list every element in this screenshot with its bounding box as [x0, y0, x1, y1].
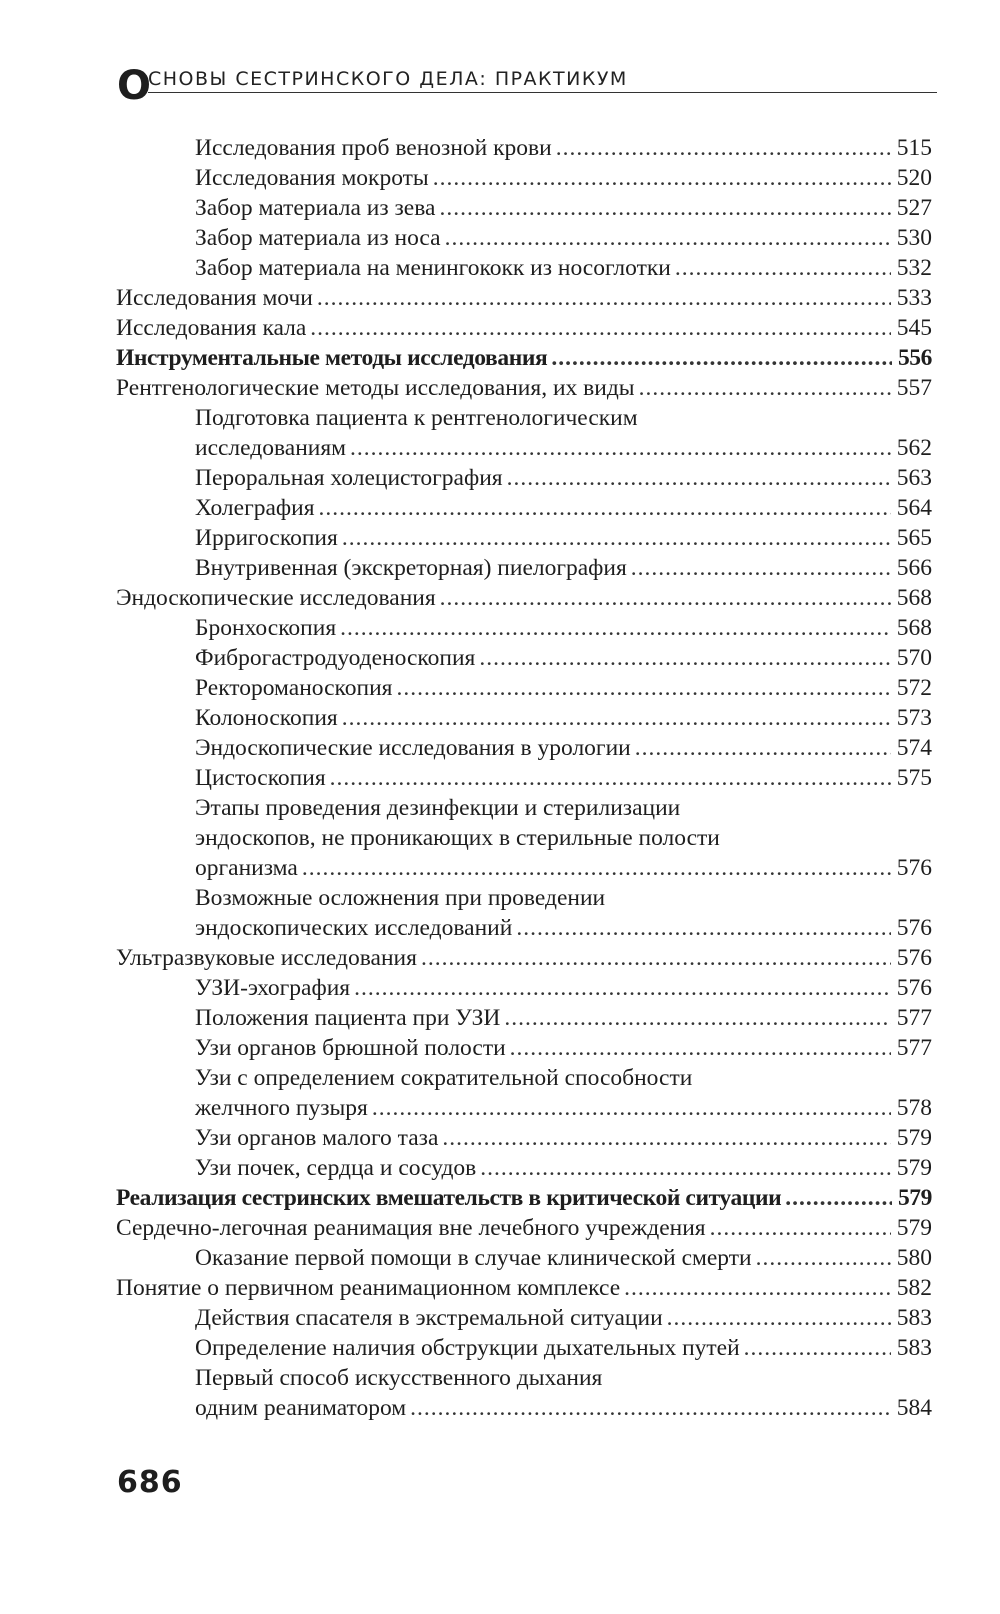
toc-page-number: 545 — [896, 315, 932, 341]
toc-entry — [116, 733, 932, 763]
dot-leader — [479, 643, 890, 673]
toc-entry-title: Исследования кала — [116, 315, 307, 341]
toc-page-number: 520 — [896, 165, 932, 191]
toc-entry — [116, 583, 932, 613]
toc-page-number: 568 — [896, 615, 932, 641]
toc-page-number: 576 — [896, 945, 932, 971]
toc-entry — [116, 463, 932, 493]
dot-leader — [516, 913, 890, 943]
header-initial: О — [117, 63, 152, 109]
toc-entry — [116, 1093, 932, 1123]
dot-leader — [342, 523, 891, 553]
toc-page-number: 564 — [896, 495, 932, 521]
toc-page-number: 532 — [896, 255, 932, 281]
dot-leader — [439, 193, 890, 223]
toc-page-number: 570 — [896, 645, 932, 671]
page-number: 686 — [117, 1465, 183, 1500]
toc-page-number: 583 — [896, 1335, 932, 1361]
dot-leader — [480, 1153, 890, 1183]
toc-entry-title: Узи органов малого таза — [195, 1125, 439, 1151]
toc-entry-title: исследованиям — [195, 435, 347, 461]
toc-entry-title: Положения пациента при УЗИ — [195, 1005, 501, 1031]
toc-entry-title: Забор материала из носа — [195, 225, 441, 251]
toc-entry — [116, 673, 932, 703]
toc-entry — [116, 763, 932, 793]
dot-leader — [756, 1243, 891, 1273]
toc-page-number: 556 — [897, 345, 932, 371]
toc-page-number: 515 — [896, 135, 932, 161]
toc-entry — [116, 1333, 932, 1363]
toc-entry — [116, 1153, 932, 1183]
toc-entry-title: Действия спасателя в экстремальной ситуации — [195, 1305, 663, 1331]
toc-entry — [116, 493, 932, 523]
toc-entry-title: Фиброгастродуоденоскопия — [195, 645, 476, 671]
toc-entry — [116, 133, 932, 163]
toc-entry — [116, 973, 932, 1003]
dot-leader — [302, 853, 891, 883]
dot-leader — [744, 1333, 891, 1363]
toc-entry-title: Холеграфия — [195, 495, 315, 521]
toc-entry — [116, 523, 932, 553]
toc-entry — [116, 643, 932, 673]
toc-entry — [116, 613, 932, 643]
toc-entry — [116, 1243, 932, 1273]
toc-entry-title: одним реаниматором — [195, 1395, 407, 1421]
dot-leader — [504, 1003, 890, 1033]
dot-leader — [710, 1213, 891, 1243]
dot-leader — [675, 253, 891, 283]
toc-entry-title-line: Этапы проведения дезинфекции и стерилизации — [195, 795, 681, 821]
toc-entry — [116, 1213, 932, 1243]
toc-page-number: 577 — [896, 1005, 932, 1031]
toc-entry — [116, 373, 932, 403]
toc-entry-title-line: эндоскопов, не проникающих в стерильные полости — [195, 825, 720, 851]
dot-leader — [631, 553, 891, 583]
dot-leader — [510, 1033, 891, 1063]
dot-leader — [556, 133, 891, 163]
toc-entry-title: Реализация сестринских вмешательств в критической ситуации — [116, 1185, 782, 1211]
toc-entry — [116, 703, 932, 733]
dot-leader — [310, 313, 890, 343]
dot-leader — [354, 973, 891, 1003]
toc-entry-title: УЗИ-эхография — [195, 975, 351, 1001]
toc-entry-title-line: Узи с определением сократительной способности — [195, 1065, 693, 1091]
toc-entry-title: Внутривенная (экскреторная) пиелография — [195, 555, 627, 581]
dot-leader — [319, 493, 891, 523]
dot-leader — [330, 763, 891, 793]
dot-leader — [340, 613, 891, 643]
dot-leader — [421, 943, 891, 973]
toc-page-number: 577 — [896, 1035, 932, 1061]
dot-leader — [551, 343, 892, 373]
toc-entry — [116, 1303, 932, 1333]
toc-entry-title-line: Первый способ искусственного дыхания — [195, 1365, 603, 1391]
dot-leader — [342, 703, 891, 733]
dot-leader — [624, 1273, 891, 1303]
toc-entry-title: Забор материала на менингококк из носоглотки — [195, 255, 671, 281]
toc-entry-title: Забор материала из зева — [195, 195, 436, 221]
toc-entry-title: Рентгенологические методы исследования, их виды — [116, 375, 635, 401]
toc-entry — [116, 163, 932, 193]
dot-leader — [433, 163, 891, 193]
header-rule — [148, 92, 937, 93]
dot-leader — [350, 433, 891, 463]
toc-entry — [116, 913, 932, 943]
toc-entry-title: Ирригоскопия — [195, 525, 338, 551]
toc-entry-title: Эндоскопические исследования в урологии — [195, 735, 631, 761]
toc-entry — [116, 223, 932, 253]
toc-page-number: 575 — [896, 765, 932, 791]
toc-page-number: 557 — [896, 375, 932, 401]
toc-section-entry — [116, 1183, 932, 1213]
toc-entry-title: Бронхоскопия — [195, 615, 337, 641]
dot-leader — [317, 283, 891, 313]
dot-leader — [635, 733, 891, 763]
toc-entry-title: Оказание первой помощи в случае клинической смерти — [195, 1245, 752, 1271]
dot-leader — [372, 1093, 891, 1123]
toc-page-number: 576 — [896, 855, 932, 881]
toc-entry — [116, 433, 932, 463]
toc-page-number: 578 — [896, 1095, 932, 1121]
dot-leader — [440, 583, 891, 613]
toc-page-number: 579 — [897, 1185, 932, 1211]
toc-entry-title: Цистоскопия — [195, 765, 326, 791]
toc-entry-title: Исследования мочи — [116, 285, 313, 311]
toc-page-number: 580 — [896, 1245, 932, 1271]
toc-entry-title: Исследования мокроты — [195, 165, 429, 191]
dot-leader — [396, 673, 890, 703]
toc-entry-title: Пероральная холецистография — [195, 465, 503, 491]
toc-entry-title: Узи органов брюшной полости — [195, 1035, 506, 1061]
toc-page-number: 579 — [896, 1215, 932, 1241]
toc-entry — [116, 193, 932, 223]
toc-page-number: 576 — [896, 915, 932, 941]
toc-entry-title: Исследования проб венозной крови — [195, 135, 552, 161]
dot-leader — [410, 1393, 891, 1423]
dot-leader — [507, 463, 891, 493]
dot-leader — [639, 373, 891, 403]
toc-entry-title: Колоноскопия — [195, 705, 338, 731]
dot-leader — [785, 1183, 892, 1213]
dot-leader — [445, 223, 891, 253]
toc-entry-title: эндоскопических исследований — [195, 915, 513, 941]
toc-page-number: 568 — [896, 585, 932, 611]
toc-entry-title: Сердечно-легочная реанимация вне лечебного учреждения — [116, 1215, 706, 1241]
toc-page-number: 584 — [896, 1395, 932, 1421]
toc-entry-title-line: Подготовка пациента к рентгенологическим — [195, 405, 638, 431]
toc-page-number: 582 — [896, 1275, 932, 1301]
header-title: СНОВЫ СЕСТРИНСКОГО ДЕЛА: ПРАКТИКУМ — [148, 68, 628, 90]
toc-entry-title: Ректороманоскопия — [195, 675, 393, 701]
toc-entry — [116, 853, 932, 883]
toc-entry-title: Инструментальные методы исследования — [116, 345, 548, 371]
toc-entry — [116, 253, 932, 283]
dot-leader — [442, 1123, 890, 1153]
toc-page-number: 574 — [896, 735, 932, 761]
toc-page-number: 566 — [896, 555, 932, 581]
toc-entry-title: организма — [195, 855, 298, 881]
toc-page-number: 562 — [896, 435, 932, 461]
table-of-contents — [116, 133, 932, 1423]
toc-page-number: 579 — [896, 1125, 932, 1151]
toc-entry — [116, 1123, 932, 1153]
toc-page-number: 533 — [896, 285, 932, 311]
toc-entry-title: Узи почек, сердца и сосудов — [195, 1155, 477, 1181]
toc-page-number: 583 — [896, 1305, 932, 1331]
toc-page-number: 563 — [896, 465, 932, 491]
toc-page-number: 530 — [896, 225, 932, 251]
toc-entry-title: желчного пузыря — [195, 1095, 368, 1121]
toc-page-number: 579 — [896, 1155, 932, 1181]
toc-entry — [116, 553, 932, 583]
toc-page-number: 572 — [896, 675, 932, 701]
toc-section-entry — [116, 343, 932, 373]
toc-entry — [116, 313, 932, 343]
toc-page-number: 576 — [896, 975, 932, 1001]
toc-page-number: 527 — [896, 195, 932, 221]
toc-entry-title: Ультразвуковые исследования — [116, 945, 417, 971]
dot-leader — [667, 1303, 891, 1333]
toc-entry-title: Понятие о первичном реанимационном комплексе — [116, 1275, 621, 1301]
toc-page-number: 565 — [896, 525, 932, 551]
toc-page-number: 573 — [896, 705, 932, 731]
toc-entry — [116, 943, 932, 973]
toc-entry — [116, 1393, 932, 1423]
toc-entry-title: Эндоскопические исследования — [116, 585, 436, 611]
toc-entry-title: Определение наличия обструкции дыхательных путей — [195, 1335, 740, 1361]
toc-entry — [116, 1273, 932, 1303]
toc-entry — [116, 283, 932, 313]
toc-entry — [116, 1033, 932, 1063]
running-header — [117, 63, 937, 109]
toc-entry — [116, 1003, 932, 1033]
toc-entry-title-line: Возможные осложнения при проведении — [195, 885, 606, 911]
